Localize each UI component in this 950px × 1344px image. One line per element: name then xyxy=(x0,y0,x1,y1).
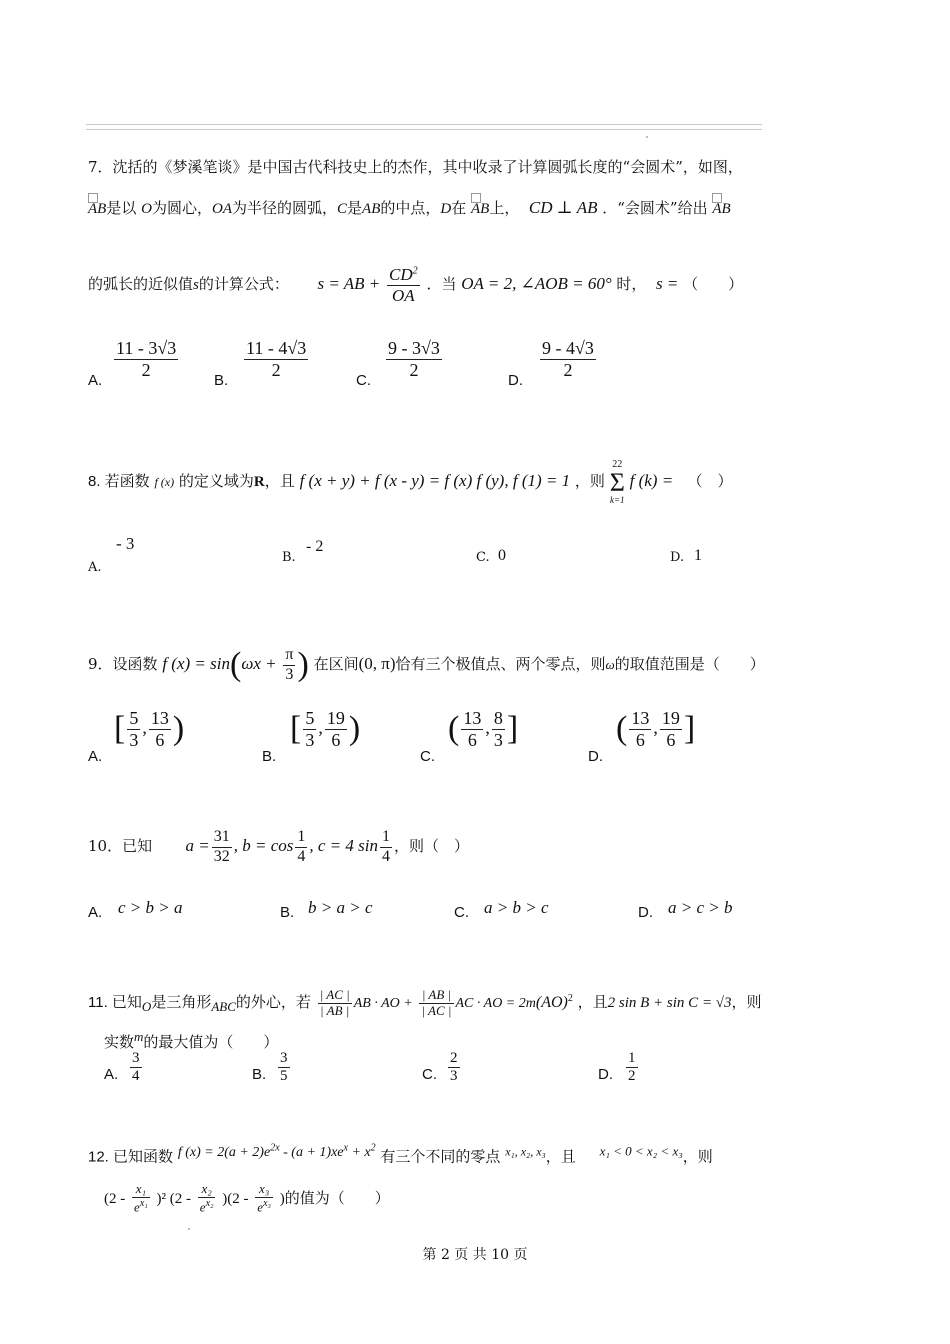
perp-condition: CD ⊥ AB xyxy=(528,198,598,217)
q7-option-c-label[interactable]: C. xyxy=(356,372,371,389)
q9-option-a-label[interactable]: A. xyxy=(88,748,103,765)
arc-ab-2: AB xyxy=(471,198,489,220)
q10-option-a[interactable]: c > b > a xyxy=(118,898,183,917)
q8-option-d[interactable]: 1 xyxy=(694,547,702,564)
q8-option-c[interactable]: 0 xyxy=(498,547,506,564)
header-rule-top xyxy=(86,124,762,125)
q10-option-b[interactable]: b > a > c xyxy=(308,898,373,917)
q9-option-b[interactable]: [ $\frac{5}{3}$ , $\frac{19}{6}$ ) xyxy=(290,708,361,750)
q9-option-d-label[interactable]: D. xyxy=(588,748,603,765)
q10-option-c[interactable]: a > b > c xyxy=(484,898,549,917)
q10-stem: 10．已知 a = $\frac{31}{32}$ , b = cos $\frac{1}{4}$ , c = 4 sin $\frac{1}{4}$ ，则（ ） xyxy=(88,828,469,865)
q7-option-b[interactable]: $\frac{11 - 4√3}{2}$ xyxy=(246,338,307,380)
q11-option-c[interactable]: $\frac{2}{3}$ xyxy=(450,1050,458,1085)
q8-option-b-label[interactable]: B. xyxy=(282,550,296,565)
q7-line1: 7．沈括的《梦溪笔谈》是中国古代科技史上的杰作，其中收录了计算圆弧长度的“会圆术”，如图， xyxy=(88,158,743,176)
q11-option-a-label[interactable]: A. xyxy=(104,1066,119,1083)
q10-option-d-label[interactable]: D. xyxy=(638,904,653,921)
q9-stem: 9．设函数 f (x) = sin(ωx + $\frac{\pi}{3}$ ) 在区间(0, π)恰有三个极值点、两个零点，则ω的取值范围是（ ） xyxy=(88,646,765,683)
q7-option-c[interactable]: $\frac{9 - 3√3}{2}$ xyxy=(388,338,440,380)
header-rule-bottom xyxy=(86,129,762,130)
speck-2 xyxy=(188,1228,190,1230)
q8-option-b[interactable]: - 2 xyxy=(306,538,324,555)
q8-stem: 8. 若函数 f (x) 的定义域为R，且 f (x + y) + f (x - y) = f (x) f (y), f (1) = 1 ，则 22 Σ k=1 f (k) = （ ） xyxy=(88,458,733,505)
arc-ab-3: AB xyxy=(712,198,730,220)
q12-line1: 12. 已知函数 f $(x) = 2(a + 2)e^{2x} - (a + 1)xe^x + x^2$ 有三个不同的零点 $^{x_1, x_2, x_3}$，且 x₁ < 0 < x₂ < x₃，则 xyxy=(88,1142,713,1166)
q7-option-a[interactable]: $\frac{11 - 3√3}{2}$ xyxy=(116,338,177,380)
q8-option-a-label[interactable]: A. xyxy=(88,560,102,575)
speck xyxy=(646,136,648,138)
arc-ab-1: AB xyxy=(88,198,106,220)
page-footer: 第 2 页 共 10 页 xyxy=(422,1247,528,1263)
cd2-over-oa: $\frac{CD^2}{OA}$ xyxy=(389,264,418,305)
q7-line3: 的弧长的近似值s的计算公式： s = AB + $\frac{CD^2}{OA}$ ．当 OA = 2, ∠AOB = 60° 时， s = （ ） xyxy=(88,264,744,305)
q8-option-c-label[interactable]: C. xyxy=(476,550,490,565)
q11-option-b-label[interactable]: B. xyxy=(252,1066,267,1083)
q10-option-a-label[interactable]: A. xyxy=(88,904,103,921)
q12-function: f $(x) = 2(a + 2)e^{2x} - (a + 1)xe^x + x^2$ xyxy=(177,1142,376,1160)
q11-option-d[interactable]: $\frac{1}{2}$ xyxy=(628,1050,636,1085)
q7-option-d[interactable]: $\frac{9 - 4√3}{2}$ xyxy=(542,338,594,380)
q8-option-d-label[interactable]: D. xyxy=(670,550,685,565)
q9-option-a[interactable]: [ $\frac{5}{3}$ , $\frac{13}{6}$ ) xyxy=(114,708,185,750)
q10-option-b-label[interactable]: B. xyxy=(280,904,295,921)
q11-line2: 实数m的最大值为（ ） xyxy=(104,1029,279,1051)
q9-option-c-label[interactable]: C. xyxy=(420,748,435,765)
q7-line2: AB是以 O为圆心，OA为半径的圆弧，C是AB的中点，D在 AB上， CD ⊥ AB ．“会圆术”给出 AB xyxy=(88,197,731,220)
q9-option-b-label[interactable]: B. xyxy=(262,748,277,765)
q11-line1: 11. 已知O是三角形ABC的外心，若 $\frac{| AC |}{| AB |}$ AB · AO + $\frac{| AB |}{| AC |}$ AC · AO = 2m(AO)$^2$ ，且2 sin B + sin C = √3，则 xyxy=(88,986,762,1018)
q11-option-b[interactable]: $\frac{3}{5}$ xyxy=(280,1050,288,1085)
q10-option-d[interactable]: a > c > b xyxy=(668,898,733,917)
q8-option-a[interactable]: - 3 xyxy=(116,534,135,553)
q12-line2: (2 - $\frac{\text{x₁}}{e^{x_1}}$ )² (2 - $\frac{\text{x₂}}{e^{x_2}}$ )(2 - $\frac{\text{x₃}}{e^{x_3}}$ )的值为（ ） xyxy=(104,1181,390,1215)
q10-option-c-label[interactable]: C. xyxy=(454,904,469,921)
summation: 22 Σ k=1 xyxy=(609,458,625,505)
q9-option-c[interactable]: ( $\frac{13}{6}$ , $\frac{8}{3}$ ] xyxy=(448,708,519,750)
q11-option-d-label[interactable]: D. xyxy=(598,1066,613,1083)
q7-option-d-label[interactable]: D. xyxy=(508,372,523,389)
q7-option-a-label[interactable]: A. xyxy=(88,372,103,389)
q9-option-d[interactable]: ( $\frac{13}{6}$ , $\frac{19}{6}$ ] xyxy=(616,708,696,750)
q11-option-c-label[interactable]: C. xyxy=(422,1066,437,1083)
q7-option-b-label[interactable]: B. xyxy=(214,372,229,389)
q11-option-a[interactable]: $\frac{3}{4}$ xyxy=(132,1050,140,1085)
